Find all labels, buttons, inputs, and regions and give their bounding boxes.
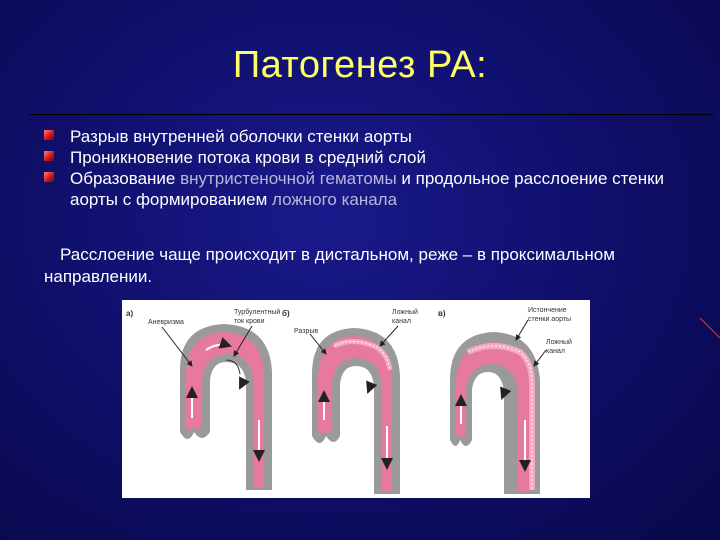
false-channel-label-line1: Ложный bbox=[392, 309, 418, 316]
tear-label: Разрыв bbox=[294, 328, 319, 335]
paragraph-text: Расслоение чаще происходит в дистальном, реже – в проксимальном направлении. bbox=[44, 245, 615, 286]
bullet-text: Проникновение потока крови в средний слой bbox=[70, 148, 426, 167]
bullet-text: Разрыв внутренней оболочки стенки аорты bbox=[70, 127, 412, 146]
false-channel-c-label-line1: Ложный bbox=[546, 339, 572, 346]
panel-b-letter: б) bbox=[282, 309, 290, 318]
bullet-text-cont: и продольное расслоение стенки аорты с формированием bbox=[70, 169, 665, 209]
false-channel-label-line2: канал bbox=[392, 318, 411, 325]
panel-c-letter: в) bbox=[438, 309, 446, 318]
highlight-term: ложного канала bbox=[271, 190, 398, 209]
panel-a-letter: а) bbox=[126, 309, 134, 318]
highlight-term: внутристеночной гематомы bbox=[180, 169, 397, 188]
turbulent-label-line1: Турбулентный bbox=[234, 309, 281, 316]
turbulent-label-line2: ток крови bbox=[234, 318, 265, 325]
thinning-label-line2: стенки аорты bbox=[528, 316, 572, 323]
slide-title: Патогенез РА: bbox=[232, 44, 488, 86]
aneurysm-label: Аневризма bbox=[148, 319, 184, 326]
bullet-text: Образование bbox=[70, 169, 181, 188]
false-channel-c-label-line2: канал bbox=[546, 348, 565, 355]
thinning-label-line1: Истончение bbox=[528, 307, 567, 314]
